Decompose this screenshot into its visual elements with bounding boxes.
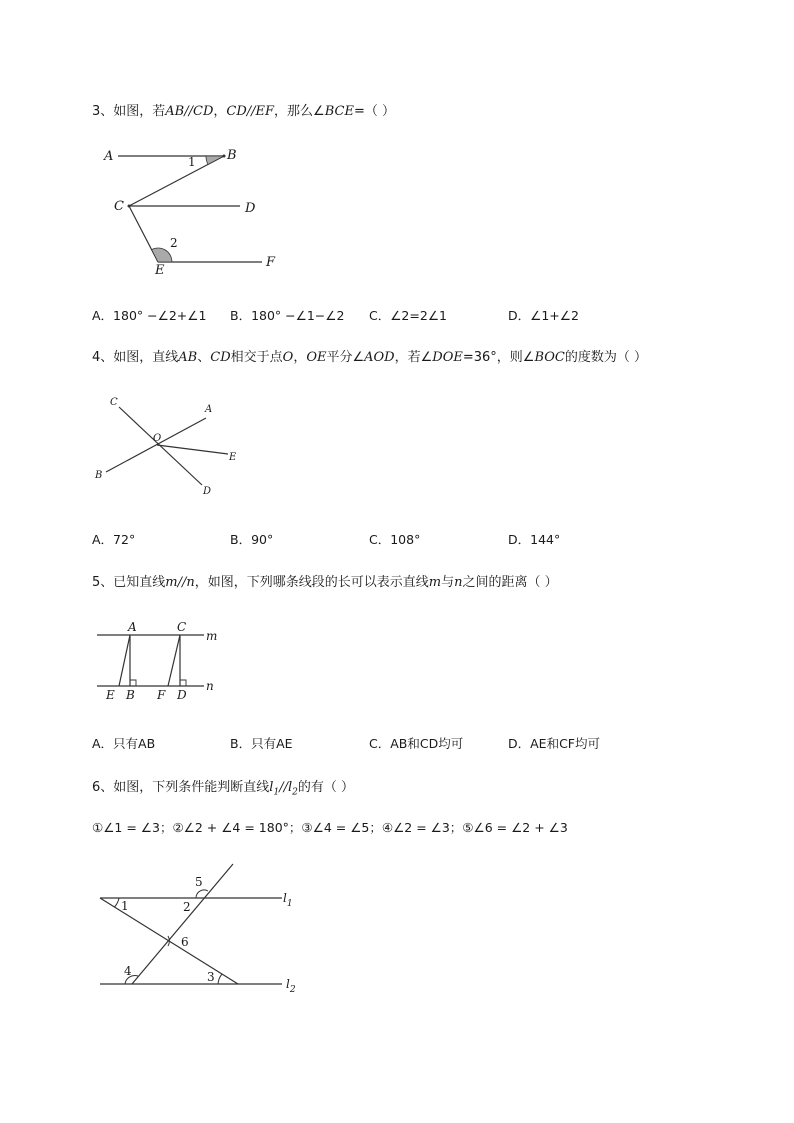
- angle-3-arc: [218, 974, 222, 984]
- line-ab: [106, 418, 206, 472]
- point-o-label: O: [153, 433, 162, 444]
- angle-1-marker: [206, 156, 224, 165]
- option-d: D．∠1+∠2: [508, 308, 579, 323]
- transversal-2: [132, 864, 233, 984]
- question-5-options: [92, 734, 712, 754]
- angle-2-label: 2: [183, 900, 191, 914]
- point-b-label: B: [126, 688, 135, 702]
- question-5-figure: [94, 615, 224, 705]
- angle-2-marker: [152, 248, 173, 262]
- question-4-stem: 4、如图，直线AB、CD相交于点O，OE平分∠AOD，若∠DOE=36°，则∠BOC的度数为（ ）: [92, 350, 647, 365]
- segment-cf: [168, 635, 180, 686]
- option-d: D．144°: [508, 532, 561, 547]
- question-3-options: [92, 306, 712, 326]
- point-d-label: D: [203, 486, 212, 497]
- question-3-stem: 3、如图，若AB//CD，CD//EF，那么∠BCE=（ ）: [92, 104, 395, 119]
- point-f-label: F: [266, 255, 276, 270]
- point-f-label: F: [157, 688, 166, 702]
- point-d-label: D: [245, 201, 256, 216]
- point-e-label: E: [229, 452, 237, 463]
- point-c-label: C: [114, 199, 124, 214]
- line-l1-label: $l_1$: [283, 891, 293, 909]
- point-e-label: E: [106, 688, 115, 702]
- point-d-label: D: [177, 688, 187, 702]
- angle-4-label: 4: [124, 964, 132, 978]
- point-a-label: A: [128, 620, 137, 634]
- question-4-figure: [90, 390, 250, 505]
- option-b: B．180° −∠1−∠2: [230, 308, 345, 323]
- question-3-figure: [95, 140, 295, 280]
- angle-3-label: 3: [207, 970, 215, 984]
- option-b: B．只有AE: [230, 736, 293, 751]
- angle-2-label: 2: [170, 236, 178, 250]
- point-c-label: C: [110, 397, 118, 408]
- line-n-label: n: [206, 679, 214, 693]
- angle-6-label: 6: [181, 935, 189, 949]
- right-angle-b: [130, 680, 136, 686]
- angle-5-label: 5: [195, 875, 203, 889]
- option-c: C．∠2=2∠1: [369, 308, 447, 323]
- option-c: C．108°: [369, 532, 421, 547]
- line-l2-label: $l_2$: [286, 977, 296, 995]
- angle-1-label: 1: [188, 155, 196, 169]
- point-a-label: A: [205, 404, 213, 415]
- question-6-figure: [95, 860, 305, 995]
- segment-ae: [119, 635, 130, 686]
- angle-5-arc: [196, 890, 208, 898]
- point-a-label: A: [104, 149, 114, 164]
- option-b: B．90°: [230, 532, 274, 547]
- angle-1-arc: [115, 898, 120, 907]
- point-b-label: B: [227, 148, 237, 163]
- point-b-label: B: [95, 470, 103, 481]
- point-c-label: C: [177, 620, 187, 634]
- line-m-label: m: [206, 629, 218, 643]
- option-a: A．72°: [92, 532, 136, 547]
- angle-1-label: 1: [121, 899, 129, 913]
- right-angle-d: [180, 680, 186, 686]
- question-4-options: [92, 530, 712, 550]
- question-6-stem: 6、如图，下列条件能判断直线$l_1//l_2$的有（ ）: [92, 780, 354, 798]
- option-a: A．只有AB: [92, 736, 156, 751]
- option-a: A．180° −∠2+∠1: [92, 308, 207, 323]
- option-c: C．AB和CD均可: [369, 736, 464, 751]
- point-e-label: E: [155, 263, 165, 278]
- question-5-stem: 5、已知直线m//n，如图，下列哪条线段的长可以表示直线m与n之间的距离（ ）: [92, 575, 558, 590]
- question-6-conditions: ①∠1 = ∠3；②∠2 + ∠4 = 180°；③∠4 = ∠5；④∠2 = ∠3；⑤∠6 = ∠2 + ∠3: [92, 820, 568, 835]
- option-d: D．AE和CF均可: [508, 736, 600, 751]
